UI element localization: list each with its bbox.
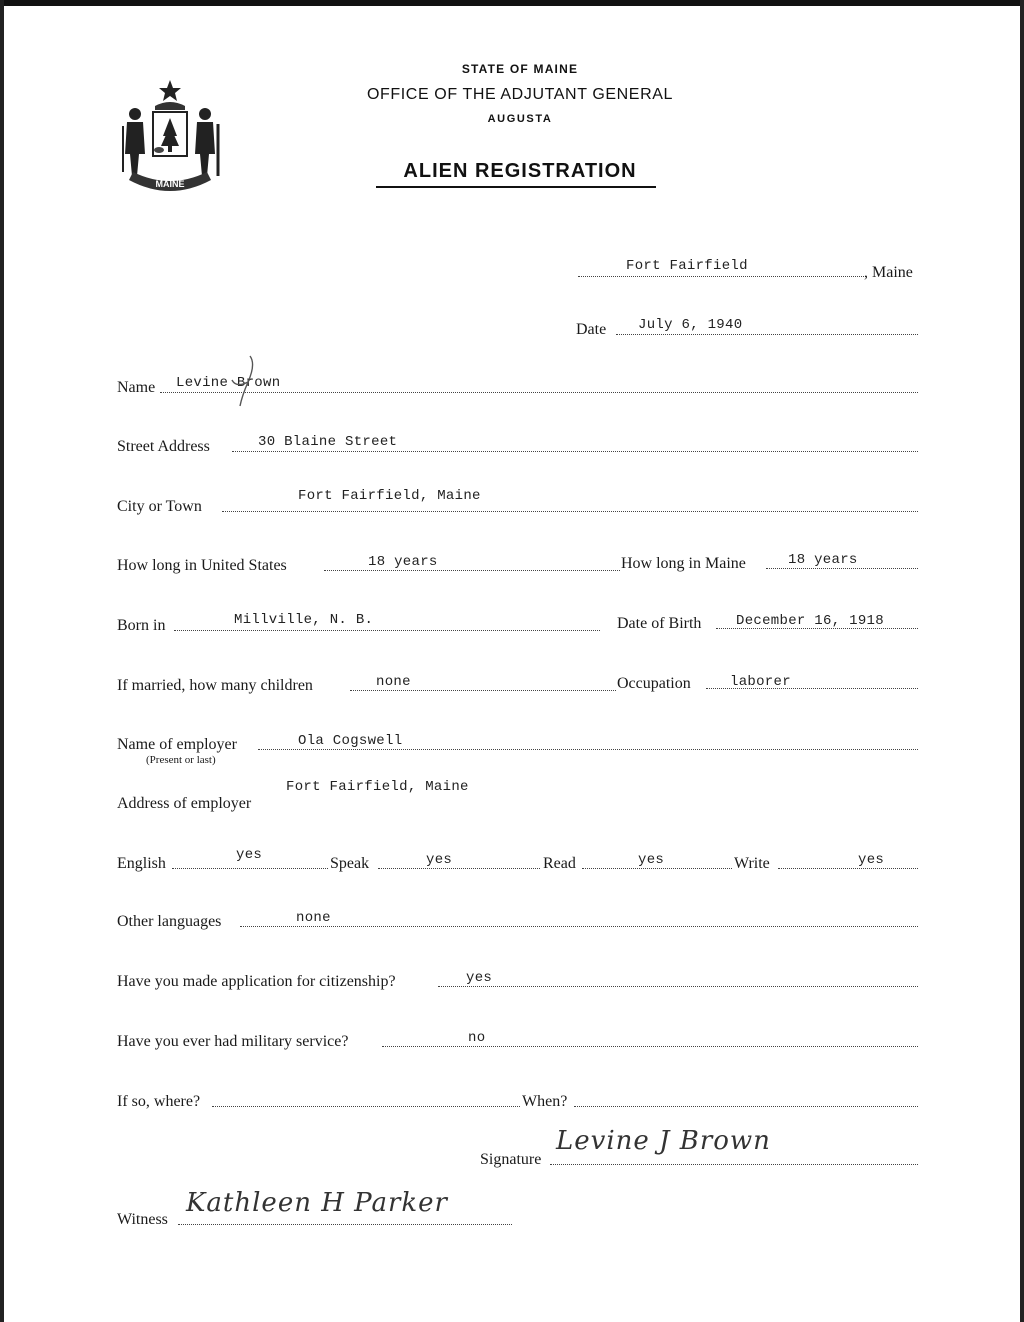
how-long-us-label: How long in United States: [117, 557, 287, 574]
title-underline: [376, 186, 656, 188]
handwritten-initial-mark: [226, 352, 260, 410]
read-label: Read: [543, 855, 576, 872]
children-line: [350, 690, 616, 691]
citizenship-line: [438, 986, 918, 987]
signature-line: [550, 1164, 918, 1165]
date-label: Date: [576, 321, 607, 338]
military-service-line: [382, 1046, 918, 1047]
scan-border-right: [1020, 0, 1024, 1322]
signature-handwriting[interactable]: Levine J Brown: [556, 1126, 771, 1156]
how-long-us-line: [324, 570, 620, 571]
street-address-line: [232, 451, 918, 452]
scan-border-top: [0, 0, 1024, 6]
employer-address-value[interactable]: Fort Fairfield, Maine: [286, 779, 469, 795]
date-value[interactable]: July 6, 1940: [638, 317, 743, 333]
scan-border-left: [0, 0, 4, 1322]
how-long-maine-line: [766, 568, 918, 569]
date-of-birth-value[interactable]: December 16, 1918: [736, 613, 884, 629]
witness-line: [178, 1224, 512, 1225]
children-label: If married, how many children: [117, 677, 313, 694]
military-service-label: Have you ever had military service?: [117, 1033, 349, 1050]
speak-label: Speak: [330, 855, 370, 872]
street-address-label: Street Address: [117, 438, 210, 455]
other-languages-line: [240, 926, 918, 927]
header-office: OFFICE OF THE ADJUTANT GENERAL: [366, 86, 674, 103]
employer-name-sublabel: (Present or last): [146, 754, 216, 766]
if-so-where-line[interactable]: [212, 1106, 520, 1107]
how-long-us-value[interactable]: 18 years: [368, 554, 438, 570]
header-city: AUGUSTA: [487, 113, 553, 125]
born-in-value[interactable]: Millville, N. B.: [234, 612, 374, 628]
location-line: [578, 276, 866, 277]
english-label: English: [117, 855, 166, 872]
english-value[interactable]: yes: [236, 847, 263, 863]
citizenship-label: Have you made application for citizenship?: [117, 973, 396, 990]
employer-name-line: [258, 749, 918, 750]
name-line: [160, 392, 918, 393]
english-line: [172, 868, 328, 869]
speak-value[interactable]: yes: [426, 852, 453, 868]
witness-label: Witness: [117, 1211, 168, 1228]
when-line[interactable]: [574, 1106, 918, 1107]
occupation-value[interactable]: laborer: [730, 674, 791, 690]
name-value[interactable]: Levine Brown: [176, 375, 281, 391]
location-suffix: , Maine: [864, 264, 913, 281]
speak-line: [378, 868, 540, 869]
date-line: [616, 334, 918, 335]
street-address-value[interactable]: 30 Blaine Street: [258, 434, 398, 450]
svg-text:MAINE: MAINE: [155, 179, 185, 189]
how-long-maine-value[interactable]: 18 years: [788, 552, 858, 568]
signature-label: Signature: [480, 1151, 542, 1168]
employer-address-label: Address of employer: [117, 795, 252, 812]
write-label: Write: [734, 855, 770, 872]
military-service-value[interactable]: no: [468, 1030, 486, 1046]
city-value[interactable]: Fort Fairfield, Maine: [298, 488, 481, 504]
occupation-label: Occupation: [617, 675, 691, 692]
how-long-maine-label: How long in Maine: [621, 555, 746, 572]
maine-state-seal-icon: [115, 76, 225, 200]
date-of-birth-label: Date of Birth: [617, 615, 702, 632]
born-in-line: [174, 630, 600, 631]
city-label: City or Town: [117, 498, 202, 515]
if-so-where-label: If so, where?: [117, 1093, 201, 1110]
witness-handwriting[interactable]: Kathleen H Parker: [186, 1188, 448, 1218]
location-value[interactable]: Fort Fairfield: [626, 258, 748, 274]
read-line: [582, 868, 732, 869]
city-line: [222, 511, 918, 512]
other-languages-value[interactable]: none: [296, 910, 331, 926]
write-line: [778, 868, 918, 869]
other-languages-label: Other languages: [117, 913, 222, 930]
when-label: When?: [522, 1093, 568, 1110]
employer-name-label: Name of employer: [117, 736, 237, 753]
write-value[interactable]: yes: [858, 852, 885, 868]
read-value[interactable]: yes: [638, 852, 665, 868]
employer-name-value[interactable]: Ola Cogswell: [298, 733, 403, 749]
children-value[interactable]: none: [376, 674, 411, 690]
born-in-label: Born in: [117, 617, 166, 634]
form-title: ALIEN REGISTRATION: [403, 160, 637, 182]
citizenship-value[interactable]: yes: [466, 970, 493, 986]
header-state: STATE OF MAINE: [461, 62, 579, 76]
name-label: Name: [117, 379, 156, 396]
